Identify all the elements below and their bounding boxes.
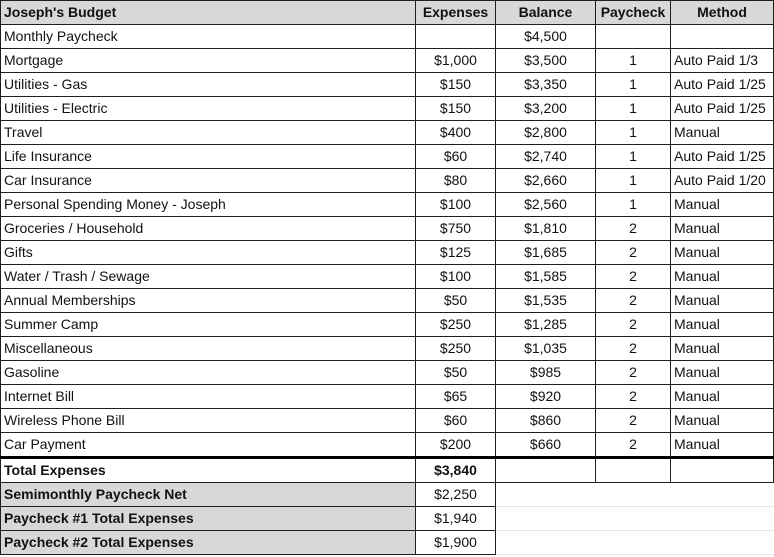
item-name-cell[interactable]: Summer Camp <box>1 313 416 337</box>
method-cell[interactable]: Auto Paid 1/3 <box>671 49 774 73</box>
table-row <box>1 241 774 265</box>
method-cell[interactable]: Manual <box>671 385 774 409</box>
paycheck-1-value-cell[interactable]: $1,940 <box>416 507 496 531</box>
table-row <box>1 361 774 385</box>
header-balance-cell[interactable]: Balance <box>496 1 596 25</box>
table-row <box>1 313 774 337</box>
total-expenses-row <box>1 458 774 483</box>
method-cell[interactable]: Manual <box>671 193 774 217</box>
expense-cell[interactable] <box>416 25 496 49</box>
table-row <box>1 265 774 289</box>
table-row <box>1 409 774 433</box>
balance-cell[interactable]: $860 <box>496 409 596 433</box>
expense-cell[interactable]: $125 <box>416 241 496 265</box>
total-method-empty-cell[interactable] <box>671 458 774 483</box>
empty-cell[interactable] <box>671 507 774 531</box>
expense-cell[interactable]: $60 <box>416 145 496 169</box>
paycheck-cell[interactable]: 1 <box>596 121 671 145</box>
balance-cell[interactable]: $1,810 <box>496 217 596 241</box>
header-expenses-cell[interactable]: Expenses <box>416 1 496 25</box>
balance-cell[interactable]: $1,685 <box>496 241 596 265</box>
paycheck-cell[interactable]: 1 <box>596 169 671 193</box>
header-paycheck-cell[interactable]: Paycheck <box>596 1 671 25</box>
item-name-cell[interactable]: Internet Bill <box>1 385 416 409</box>
item-name-cell[interactable]: Annual Memberships <box>1 289 416 313</box>
paycheck-2-label-cell[interactable]: Paycheck #2 Total Expenses <box>1 531 416 555</box>
paycheck-2-value-cell[interactable]: $1,900 <box>416 531 496 555</box>
item-name-cell[interactable]: Car Payment <box>1 433 416 458</box>
item-name-cell[interactable]: Wireless Phone Bill <box>1 409 416 433</box>
method-cell[interactable]: Manual <box>671 409 774 433</box>
expense-cell[interactable]: $400 <box>416 121 496 145</box>
empty-cell[interactable] <box>596 531 671 555</box>
expense-cell[interactable]: $100 <box>416 193 496 217</box>
balance-cell[interactable]: $3,200 <box>496 97 596 121</box>
method-cell[interactable] <box>671 25 774 49</box>
method-cell[interactable]: Auto Paid 1/25 <box>671 73 774 97</box>
header-row <box>1 1 774 25</box>
paycheck-cell[interactable]: 1 <box>596 145 671 169</box>
method-cell[interactable]: Manual <box>671 361 774 385</box>
balance-cell[interactable]: $2,660 <box>496 169 596 193</box>
paycheck-cell[interactable]: 2 <box>596 433 671 458</box>
table-row <box>1 433 774 458</box>
table-row <box>1 73 774 97</box>
item-name-cell[interactable]: Mortgage <box>1 49 416 73</box>
item-name-cell[interactable]: Travel <box>1 121 416 145</box>
method-cell[interactable]: Manual <box>671 121 774 145</box>
paycheck-cell[interactable]: 2 <box>596 265 671 289</box>
method-cell[interactable]: Auto Paid 1/25 <box>671 145 774 169</box>
balance-cell[interactable]: $1,035 <box>496 337 596 361</box>
paycheck-2-total-row <box>1 531 774 555</box>
paycheck-cell[interactable]: 1 <box>596 73 671 97</box>
paycheck-cell[interactable]: 1 <box>596 49 671 73</box>
expense-cell[interactable]: $60 <box>416 409 496 433</box>
expense-cell[interactable]: $50 <box>416 289 496 313</box>
table-row <box>1 169 774 193</box>
total-expenses-value-cell[interactable]: $3,840 <box>416 458 496 483</box>
paycheck-cell[interactable]: 2 <box>596 289 671 313</box>
table-row <box>1 49 774 73</box>
table-row <box>1 289 774 313</box>
balance-cell[interactable]: $4,500 <box>496 25 596 49</box>
expense-cell[interactable]: $100 <box>416 265 496 289</box>
item-name-cell[interactable]: Life Insurance <box>1 145 416 169</box>
paycheck-cell[interactable]: 2 <box>596 385 671 409</box>
method-cell[interactable]: Auto Paid 1/25 <box>671 97 774 121</box>
item-name-cell[interactable]: Groceries / Household <box>1 217 416 241</box>
empty-cell[interactable] <box>596 483 671 507</box>
expense-cell[interactable]: $200 <box>416 433 496 458</box>
expense-cell[interactable]: $50 <box>416 361 496 385</box>
table-row <box>1 97 774 121</box>
item-name-cell[interactable]: Personal Spending Money - Joseph <box>1 193 416 217</box>
paycheck-cell[interactable]: 2 <box>596 217 671 241</box>
expense-cell[interactable]: $250 <box>416 313 496 337</box>
empty-cell[interactable] <box>596 507 671 531</box>
balance-cell[interactable]: $3,350 <box>496 73 596 97</box>
item-name-cell[interactable]: Gifts <box>1 241 416 265</box>
table-row <box>1 121 774 145</box>
expense-cell[interactable]: $150 <box>416 97 496 121</box>
method-cell[interactable]: Manual <box>671 433 774 458</box>
method-cell[interactable]: Manual <box>671 337 774 361</box>
expense-cell[interactable]: $250 <box>416 337 496 361</box>
paycheck-cell[interactable]: 1 <box>596 193 671 217</box>
method-cell[interactable]: Manual <box>671 217 774 241</box>
item-name-cell[interactable]: Water / Trash / Sewage <box>1 265 416 289</box>
empty-cell[interactable] <box>671 531 774 555</box>
table-row <box>1 145 774 169</box>
balance-cell[interactable]: $985 <box>496 361 596 385</box>
balance-cell[interactable]: $1,285 <box>496 313 596 337</box>
paycheck-cell[interactable]: 2 <box>596 361 671 385</box>
method-cell[interactable]: Manual <box>671 289 774 313</box>
paycheck-1-label-cell[interactable]: Paycheck #1 Total Expenses <box>1 507 416 531</box>
table-row <box>1 217 774 241</box>
method-cell[interactable]: Manual <box>671 265 774 289</box>
method-cell[interactable]: Manual <box>671 241 774 265</box>
expense-cell[interactable]: $80 <box>416 169 496 193</box>
paycheck-cell[interactable]: 2 <box>596 313 671 337</box>
table-row <box>1 337 774 361</box>
expense-cell[interactable]: $65 <box>416 385 496 409</box>
total-paycheck-empty-cell[interactable] <box>596 458 671 483</box>
table-row <box>1 193 774 217</box>
paycheck-cell[interactable]: 2 <box>596 409 671 433</box>
total-balance-empty-cell[interactable] <box>496 458 596 483</box>
semimonthly-value-cell[interactable]: $2,250 <box>416 483 496 507</box>
table-row <box>1 385 774 409</box>
paycheck-cell[interactable]: 1 <box>596 97 671 121</box>
balance-cell[interactable]: $2,800 <box>496 121 596 145</box>
paycheck-cell[interactable] <box>596 25 671 49</box>
item-name-cell[interactable]: Miscellaneous <box>1 337 416 361</box>
method-cell[interactable]: Auto Paid 1/20 <box>671 169 774 193</box>
balance-cell[interactable]: $3,500 <box>496 49 596 73</box>
balance-cell[interactable]: $2,740 <box>496 145 596 169</box>
item-name-cell[interactable]: Monthly Paycheck <box>1 25 416 49</box>
item-name-cell[interactable]: Utilities - Gas <box>1 73 416 97</box>
paycheck-1-total-row <box>1 507 774 531</box>
balance-cell[interactable]: $660 <box>496 433 596 458</box>
paycheck-cell[interactable]: 2 <box>596 337 671 361</box>
balance-cell[interactable]: $920 <box>496 385 596 409</box>
balance-cell[interactable]: $1,585 <box>496 265 596 289</box>
balance-cell[interactable]: $2,560 <box>496 193 596 217</box>
expense-cell[interactable]: $750 <box>416 217 496 241</box>
empty-cell[interactable] <box>496 507 596 531</box>
item-name-cell[interactable]: Utilities - Electric <box>1 97 416 121</box>
paycheck-cell[interactable]: 2 <box>596 241 671 265</box>
expense-cell[interactable]: $1,000 <box>416 49 496 73</box>
item-name-cell[interactable]: Car Insurance <box>1 169 416 193</box>
empty-cell[interactable] <box>496 531 596 555</box>
semimonthly-paycheck-row <box>1 483 774 507</box>
table-row <box>1 25 774 49</box>
empty-cell[interactable] <box>671 483 774 507</box>
total-expenses-label-cell[interactable]: Total Expenses <box>1 458 416 483</box>
header-title-cell[interactable]: Joseph's Budget <box>1 1 416 25</box>
header-method-cell[interactable]: Method <box>671 1 774 25</box>
item-name-cell[interactable]: Gasoline <box>1 361 416 385</box>
balance-cell[interactable]: $1,535 <box>496 289 596 313</box>
semimonthly-label-cell[interactable]: Semimonthly Paycheck Net <box>1 483 416 507</box>
method-cell[interactable]: Manual <box>671 313 774 337</box>
expense-cell[interactable]: $150 <box>416 73 496 97</box>
empty-cell[interactable] <box>496 483 596 507</box>
